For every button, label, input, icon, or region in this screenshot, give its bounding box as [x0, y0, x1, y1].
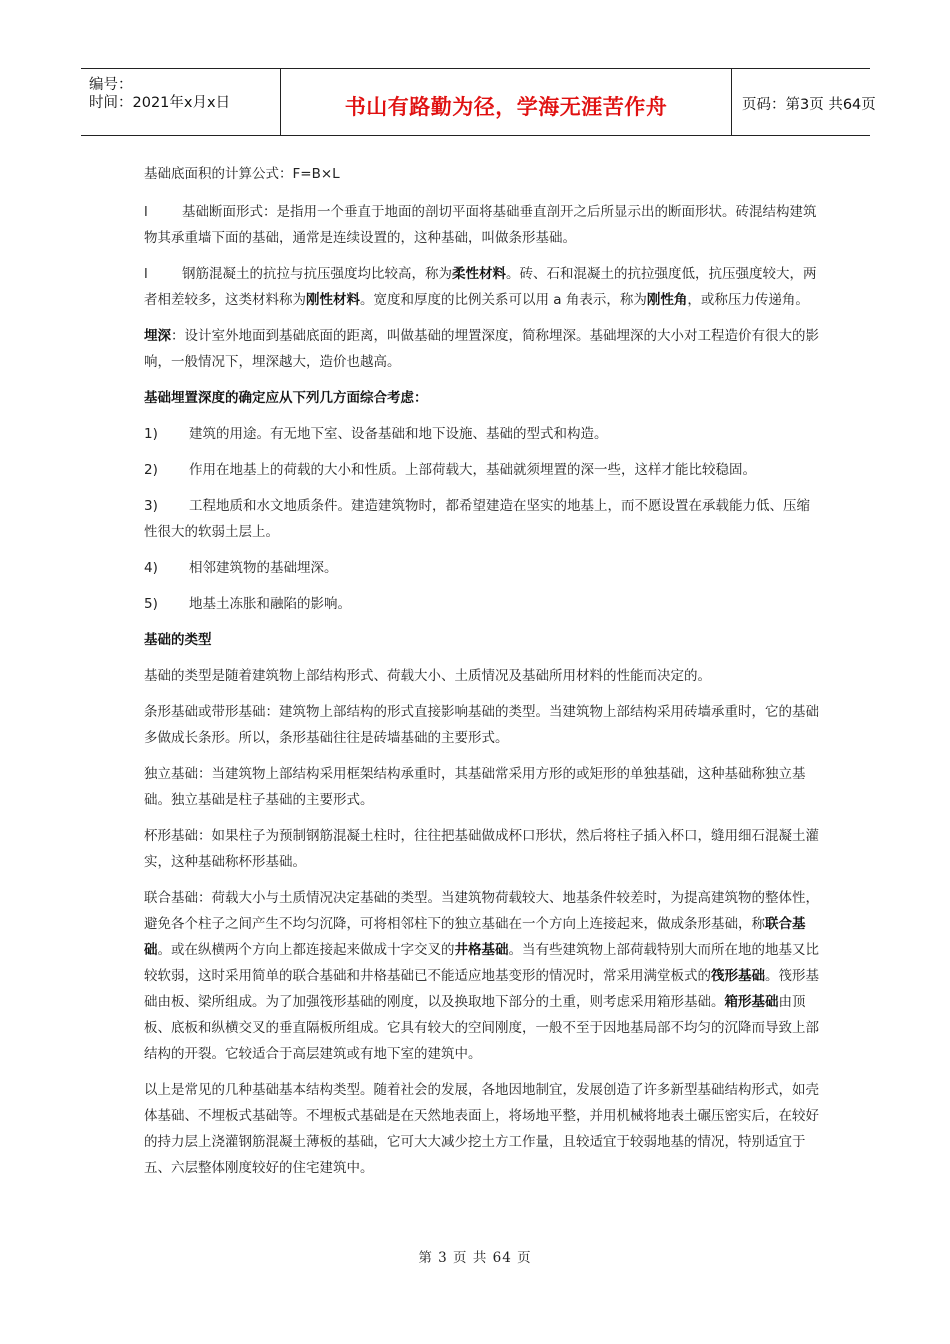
term-burial-depth: 埋深 [144, 328, 171, 344]
list-number: 2) [144, 462, 158, 478]
term-box-foundation: 箱形基础 [724, 994, 779, 1010]
header-page-cell [732, 69, 876, 135]
term-combined-foundation: 联合基础 [144, 916, 806, 958]
bullet-marker: l [144, 266, 148, 282]
list-item [144, 493, 820, 545]
list-item [144, 555, 820, 581]
list-text: 工程地质和水文地质条件。建造建筑物时，都希望建造在坚实的地基上，而不愿设置在承载能力低、压缩性很大的软弱土层上。 [144, 498, 810, 540]
bullet-marker: l [144, 204, 148, 220]
page-code: 页码：第3页 共64页 [742, 97, 876, 113]
paragraph-burial-depth [144, 323, 820, 375]
term-raft-foundation: 筏形基础 [711, 968, 765, 984]
document-header [81, 68, 876, 136]
paragraph-combined-foundation [144, 885, 820, 1067]
list-item [144, 421, 820, 447]
text-run: 联合基础：荷载大小与土质情况决定基础的类型。当建筑物荷载较大、地基条件较差时，为提高建筑物的整体性，避免各个柱子之间产生不均匀沉降，可将相邻柱下的独立基础在一个方向上连接起来，做成条形基础，称 [144, 890, 819, 932]
text-run: 。当有些建筑物上部荷载特别大而所在地的地基又比较软弱，这时采用简单的联合基础和井格基础已不能适应地基变形的情况时，常采用满堂板式的 [144, 942, 819, 984]
list-text: 作用在地基上的荷载的大小和性质。上部荷载大，基础就须埋置的深一些，这样才能比较稳固。 [189, 462, 756, 478]
list-text: 相邻建筑物的基础埋深。 [189, 560, 338, 576]
list-number: 3) [144, 498, 158, 514]
paragraph-isolated-foundation: 独立基础：当建筑物上部结构采用框架结构承重时，其基础常采用方形的或矩形的单独基础，这种基础称独立基础。独立基础是柱子基础的主要形式。 [144, 766, 806, 808]
depth-heading: 基础埋置深度的确定应从下列几方面综合考虑： [144, 390, 428, 406]
term-flexible-material: 柔性材料 [452, 266, 506, 282]
list-text: 建筑的用途。有无地下室、设备基础和地下设施、基础的型式和构造。 [189, 426, 608, 442]
text-run: ：设计室外地面到基础底面的距离，叫做基础的埋置深度，简称埋深。基础埋深的大小对工程造价有很大的影响，一般情况下，埋深越大，造价也越高。 [144, 328, 819, 370]
document-date: 时间：2021年x月x日 [89, 95, 231, 111]
list-text: 地基土冻胀和融陷的影响。 [189, 596, 351, 612]
list-item [144, 591, 820, 617]
area-formula: 基础底面积的计算公式：F=B×L [144, 166, 340, 182]
document-number-label: 编号： [89, 77, 133, 93]
list-item [144, 457, 820, 483]
text-run: ，或称压力传递角。 [687, 292, 809, 308]
paragraph-cup-foundation: 杯形基础：如果柱子为预制钢筋混凝土柱时，往往把基础做成杯口形状，然后将柱子插入杯口，缝用细石混凝土灌实，这种基础称杯形基础。 [144, 828, 819, 870]
text-run: 。宽度和厚度的比例关系可以用 a 角表示，称为 [360, 292, 647, 308]
paragraph-strip-foundation: 条形基础或带形基础：建筑物上部结构的形式直接影响基础的类型。当建筑物上部结构采用砖墙承重时，它的基础多做成长条形。所以，条形基础往往是砖墙基础的主要形式。 [144, 704, 819, 746]
text-run: 钢筋混凝土的抗拉与抗压强度均比较高，称为 [182, 266, 452, 282]
list-number: 1) [144, 426, 158, 442]
list-number: 5) [144, 596, 158, 612]
term-rigid-material: 刚性材料 [306, 292, 360, 308]
list-number: 4) [144, 560, 158, 576]
motto-text: 书山有路勤为径，学海无涯苦作舟 [344, 95, 668, 119]
paragraph-materials [144, 261, 820, 313]
text-run: 。筏形基础由板、梁所组成。为了加强筏形基础的刚度，以及换取地下部分的土重，则考虑采用箱形基础。 [144, 968, 819, 1010]
types-heading: 基础的类型 [144, 632, 212, 648]
text-run: 。砖、石和混凝土的抗拉强度低，抗压强度较大，两者相差较多，这类材料称为 [144, 266, 817, 308]
paragraph-closing: 以上是常见的几种基础基本结构类型。随着社会的发展，各地因地制宜，发展创造了许多新型基础结构形式，如壳体基础、不埋板式基础等。不埋板式基础是在天然地表面上，将场地平整，并用机械将地表土碾压密实后，在较好的持力层上浇灌钢筋混凝土薄板的基础，它可大大减少挖土方工作量，且较适宜于较弱地基的情况，特别适宜于五、六层整体刚度较好的住宅建筑中。 [144, 1082, 819, 1176]
header-motto-cell [281, 69, 732, 135]
document-body [144, 161, 820, 1181]
paragraph-text: 基础断面形式：是指用一个垂直于地面的剖切平面将基础垂直剖开之后所显示出的断面形状。砖混结构建筑物其承重墙下面的基础，通常是连续设置的，这种基础，叫做条形基础。 [144, 204, 817, 246]
header-info-cell [81, 69, 281, 135]
term-rigid-angle: 刚性角 [646, 292, 688, 308]
paragraph-section-form [144, 199, 820, 251]
text-run: 由顶板、底板和纵横交叉的垂直隔板所组成。它具有较大的空间刚度，一般不至于因地基局部不均匀的沉降而导致上部结构的开裂。它较适合于高层建筑或有地下室的建筑中。 [144, 994, 819, 1062]
page-footer: 第 3 页 共 64 页 [418, 1250, 532, 1266]
types-intro: 基础的类型是随着建筑物上部结构形式、荷载大小、土质情况及基础所用材料的性能而决定的。 [144, 668, 711, 684]
term-grid-foundation: 井格基础 [454, 942, 509, 958]
text-run: 。或在纵横两个方向上都连接起来做成十字交叉的 [157, 942, 455, 958]
